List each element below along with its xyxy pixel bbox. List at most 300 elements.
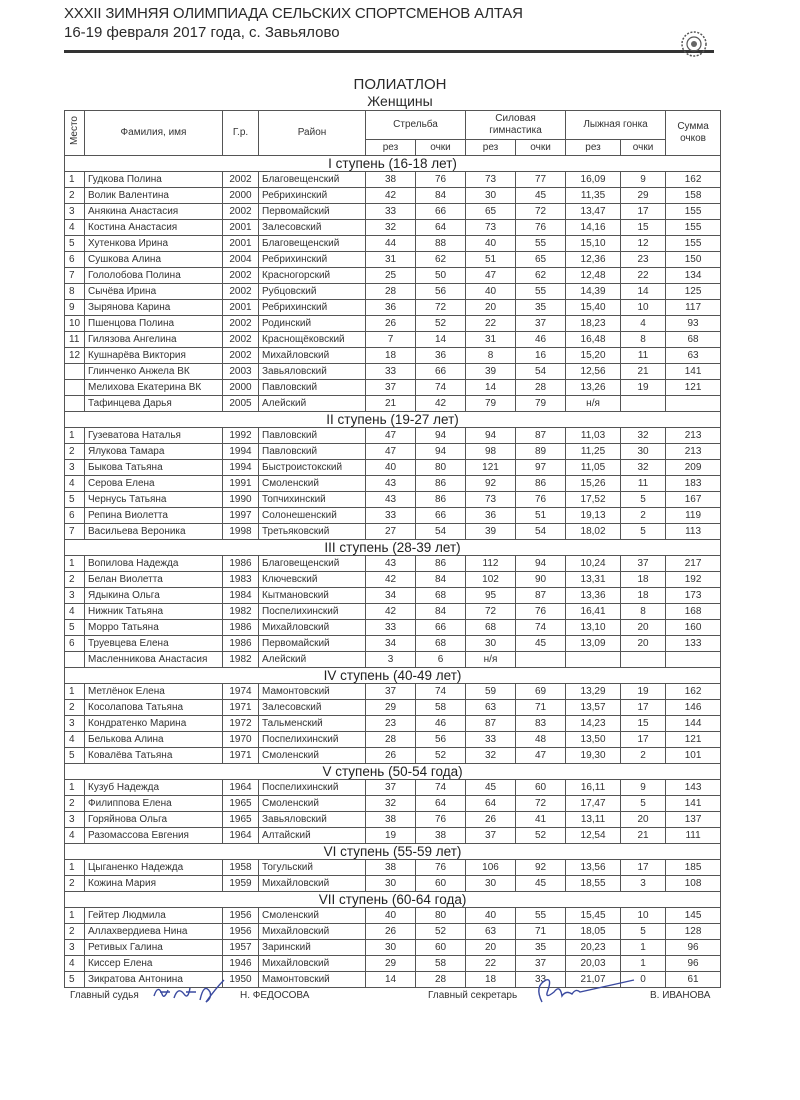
table-row xyxy=(65,572,721,588)
cell-shooting-points: 86 xyxy=(416,556,466,572)
cell-total-points: 125 xyxy=(666,284,721,300)
cell-ski-points: 17 xyxy=(621,860,666,876)
cell-name: Сушкова Алина xyxy=(85,252,223,268)
cell-ski-result: 15,10 xyxy=(566,236,621,252)
cell-birth-year: 1982 xyxy=(223,604,259,620)
cell-district: Мамонтовский xyxy=(259,684,366,700)
table-row xyxy=(65,348,721,364)
cell-ski-points: 18 xyxy=(621,588,666,604)
cell-shooting-result: 37 xyxy=(366,780,416,796)
cell-gymnastics-points: 79 xyxy=(516,396,566,412)
cell-birth-year: 1974 xyxy=(223,684,259,700)
cell-shooting-result: 47 xyxy=(366,444,416,460)
cell-total-points: 213 xyxy=(666,428,721,444)
cell-place: 1 xyxy=(65,428,85,444)
cell-district: Ключевский xyxy=(259,572,366,588)
cell-name: Серова Елена xyxy=(85,476,223,492)
judge-name: Н. ФЕДОСОВА xyxy=(240,990,310,1001)
cell-shooting-result: 32 xyxy=(366,796,416,812)
cell-place: 1 xyxy=(65,556,85,572)
col-district: Район xyxy=(259,111,366,156)
cell-gymnastics-result: 36 xyxy=(466,508,516,524)
cell-birth-year: 1986 xyxy=(223,636,259,652)
cell-gymnastics-result: 45 xyxy=(466,780,516,796)
col-ski: Лыжная гонка xyxy=(566,111,666,140)
cell-ski-points: 30 xyxy=(621,444,666,460)
table-row xyxy=(65,908,721,924)
cell-birth-year: 2002 xyxy=(223,332,259,348)
cell-shooting-points: 28 xyxy=(416,972,466,988)
cell-gymnastics-points: 51 xyxy=(516,508,566,524)
cell-ski-result: 13,09 xyxy=(566,636,621,652)
table-row xyxy=(65,396,721,412)
cell-ski-points: 1 xyxy=(621,956,666,972)
cell-ski-result: 19,30 xyxy=(566,748,621,764)
cell-birth-year: 1965 xyxy=(223,812,259,828)
cell-place: 6 xyxy=(65,252,85,268)
cell-shooting-points: 84 xyxy=(416,604,466,620)
cell-total-points: 167 xyxy=(666,492,721,508)
cell-gymnastics-result: 73 xyxy=(466,220,516,236)
cell-district: Павловский xyxy=(259,444,366,460)
cell-district: Поспелихинский xyxy=(259,604,366,620)
cell-ski-points: 10 xyxy=(621,908,666,924)
cell-ski-points: 32 xyxy=(621,428,666,444)
cell-shooting-points: 52 xyxy=(416,748,466,764)
cell-gymnastics-result: 72 xyxy=(466,604,516,620)
cell-shooting-result: 43 xyxy=(366,492,416,508)
cell-district: Топчихинский xyxy=(259,492,366,508)
cell-shooting-result: 30 xyxy=(366,940,416,956)
cell-ski-points: 32 xyxy=(621,460,666,476)
cell-birth-year: 2002 xyxy=(223,172,259,188)
table-row xyxy=(65,364,721,380)
cell-place xyxy=(65,652,85,668)
cell-name: Метлёнок Елена xyxy=(85,684,223,700)
cell-shooting-result: 27 xyxy=(366,524,416,540)
cell-ski-points: 8 xyxy=(621,332,666,348)
cell-shooting-points: 68 xyxy=(416,588,466,604)
cell-gymnastics-points: 37 xyxy=(516,316,566,332)
cell-ski-points: 4 xyxy=(621,316,666,332)
table-row xyxy=(65,508,721,524)
cell-name: Пшенцова Полина xyxy=(85,316,223,332)
table-row xyxy=(65,796,721,812)
cell-name: Филиппова Елена xyxy=(85,796,223,812)
section-title: III ступень (28-39 лет) xyxy=(65,540,721,556)
cell-gymnastics-points: 46 xyxy=(516,332,566,348)
cell-ski-result: 16,11 xyxy=(566,780,621,796)
cell-gymnastics-result: 26 xyxy=(466,812,516,828)
cell-shooting-points: 66 xyxy=(416,204,466,220)
cell-gymnastics-points: 52 xyxy=(516,828,566,844)
cell-ski-result: 14,39 xyxy=(566,284,621,300)
cell-district: Краснощёковский xyxy=(259,332,366,348)
cell-ski-result: 13,10 xyxy=(566,620,621,636)
cell-shooting-result: 30 xyxy=(366,876,416,892)
cell-ski-result: 14,23 xyxy=(566,716,621,732)
cell-ski-points: 19 xyxy=(621,684,666,700)
cell-ski-points: 5 xyxy=(621,492,666,508)
cell-district: Павловский xyxy=(259,380,366,396)
cell-gymnastics-result: 94 xyxy=(466,428,516,444)
cell-district: Михайловский xyxy=(259,956,366,972)
cell-birth-year: 1956 xyxy=(223,908,259,924)
cell-shooting-points: 66 xyxy=(416,620,466,636)
cell-name: Разомассова Евгения xyxy=(85,828,223,844)
cell-ski-result: 15,20 xyxy=(566,348,621,364)
cell-place: 2 xyxy=(65,700,85,716)
cell-shooting-points: 42 xyxy=(416,396,466,412)
cell-gymnastics-result: 121 xyxy=(466,460,516,476)
cell-gymnastics-result: 64 xyxy=(466,796,516,812)
cell-total-points: 168 xyxy=(666,604,721,620)
cell-total-points: 93 xyxy=(666,316,721,332)
cell-name: Кондратенко Марина xyxy=(85,716,223,732)
cell-gymnastics-result: 30 xyxy=(466,636,516,652)
table-row xyxy=(65,652,721,668)
table-row xyxy=(65,172,721,188)
cell-name: Кузуб Надежда xyxy=(85,780,223,796)
cell-shooting-result: 38 xyxy=(366,172,416,188)
cell-birth-year: 1972 xyxy=(223,716,259,732)
cell-ski-result: 12,48 xyxy=(566,268,621,284)
cell-birth-year: 2001 xyxy=(223,220,259,236)
cell-gymnastics-result: 87 xyxy=(466,716,516,732)
cell-place: 8 xyxy=(65,284,85,300)
cell-birth-year: 2005 xyxy=(223,396,259,412)
cell-name: Белан Виолетта xyxy=(85,572,223,588)
cell-gymnastics-points: 45 xyxy=(516,636,566,652)
cell-gymnastics-points: 89 xyxy=(516,444,566,460)
table-row xyxy=(65,316,721,332)
cell-place xyxy=(65,380,85,396)
cell-shooting-points: 50 xyxy=(416,268,466,284)
cell-birth-year: 2002 xyxy=(223,284,259,300)
section-header xyxy=(65,540,721,556)
cell-ski-points: 22 xyxy=(621,268,666,284)
cell-gymnastics-points: 92 xyxy=(516,860,566,876)
cell-gymnastics-result: 22 xyxy=(466,956,516,972)
cell-birth-year: 1956 xyxy=(223,924,259,940)
cell-ski-result xyxy=(566,652,621,668)
cell-total-points: 63 xyxy=(666,348,721,364)
table-row xyxy=(65,524,721,540)
cell-shooting-points: 74 xyxy=(416,380,466,396)
cell-shooting-result: 23 xyxy=(366,716,416,732)
cell-gymnastics-result: 102 xyxy=(466,572,516,588)
table-row xyxy=(65,956,721,972)
cell-ski-points: 9 xyxy=(621,172,666,188)
cell-total-points: 68 xyxy=(666,332,721,348)
table-row xyxy=(65,284,721,300)
cell-shooting-result: 21 xyxy=(366,396,416,412)
table-row xyxy=(65,604,721,620)
cell-shooting-points: 66 xyxy=(416,508,466,524)
cell-name: Глинченко Анжела ВК xyxy=(85,364,223,380)
cell-place: 9 xyxy=(65,300,85,316)
cell-ski-result: 13,56 xyxy=(566,860,621,876)
cell-name: Ретивых Галина xyxy=(85,940,223,956)
cell-birth-year: 2001 xyxy=(223,300,259,316)
cell-shooting-points: 64 xyxy=(416,220,466,236)
cell-gymnastics-points: 28 xyxy=(516,380,566,396)
cell-gymnastics-points: 77 xyxy=(516,172,566,188)
cell-ski-points: 18 xyxy=(621,572,666,588)
cell-district: Солонешенский xyxy=(259,508,366,524)
cell-ski-result: 15,26 xyxy=(566,476,621,492)
cell-district: Быстроистокский xyxy=(259,460,366,476)
cell-name: Нижник Татьяна xyxy=(85,604,223,620)
event-dates-location: 16-19 февраля 2017 года, с. Завьялово xyxy=(64,24,340,41)
cell-birth-year: 1997 xyxy=(223,508,259,524)
cell-total-points: 141 xyxy=(666,796,721,812)
cell-place: 10 xyxy=(65,316,85,332)
cell-gymnastics-points: 97 xyxy=(516,460,566,476)
cell-gymnastics-result: 73 xyxy=(466,172,516,188)
cell-ski-points: 17 xyxy=(621,700,666,716)
cell-place: 2 xyxy=(65,188,85,204)
cell-district: Тальменский xyxy=(259,716,366,732)
cell-total-points xyxy=(666,652,721,668)
cell-district: Залесовский xyxy=(259,700,366,716)
cell-total-points: 155 xyxy=(666,220,721,236)
cell-shooting-points: 76 xyxy=(416,860,466,876)
cell-district: Родинский xyxy=(259,316,366,332)
cell-total-points: 121 xyxy=(666,732,721,748)
cell-district: Благовещенский xyxy=(259,236,366,252)
cell-ski-points: 20 xyxy=(621,620,666,636)
cell-place: 4 xyxy=(65,604,85,620)
col-shooting-res: рез xyxy=(366,140,416,156)
table-row xyxy=(65,700,721,716)
cell-gymnastics-points: 35 xyxy=(516,940,566,956)
col-gym-res: рез xyxy=(466,140,516,156)
cell-district: Михайловский xyxy=(259,876,366,892)
table-row xyxy=(65,812,721,828)
cell-shooting-points: 52 xyxy=(416,316,466,332)
cell-shooting-points: 72 xyxy=(416,300,466,316)
cell-ski-result: 13,36 xyxy=(566,588,621,604)
cell-place: 12 xyxy=(65,348,85,364)
section-title: I ступень (16-18 лет) xyxy=(65,156,721,172)
cell-ski-result: 13,57 xyxy=(566,700,621,716)
cell-birth-year: 2003 xyxy=(223,364,259,380)
cell-gymnastics-result: 73 xyxy=(466,492,516,508)
cell-shooting-points: 86 xyxy=(416,476,466,492)
cell-name: Ядыкина Ольга xyxy=(85,588,223,604)
cell-ski-points: 17 xyxy=(621,732,666,748)
cell-ski-result: 12,36 xyxy=(566,252,621,268)
cell-ski-points xyxy=(621,652,666,668)
cell-gymnastics-result: 39 xyxy=(466,364,516,380)
table-row xyxy=(65,252,721,268)
section-title: II ступень (19-27 лет) xyxy=(65,412,721,428)
cell-place: 3 xyxy=(65,716,85,732)
cell-name: Тафинцева Дарья xyxy=(85,396,223,412)
table-row xyxy=(65,748,721,764)
cell-birth-year: 1994 xyxy=(223,460,259,476)
cell-gymnastics-points: 33 xyxy=(516,972,566,988)
cell-place: 4 xyxy=(65,220,85,236)
cell-name: Мелихова Екатерина ВК xyxy=(85,380,223,396)
table-row xyxy=(65,556,721,572)
results-table xyxy=(64,110,721,988)
cell-ski-points: 17 xyxy=(621,204,666,220)
cell-ski-result: 13,31 xyxy=(566,572,621,588)
cell-shooting-result: 43 xyxy=(366,556,416,572)
cell-gymnastics-points: 86 xyxy=(516,476,566,492)
cell-gymnastics-result: 30 xyxy=(466,188,516,204)
cell-name: Киссер Елена xyxy=(85,956,223,972)
cell-ski-points: 11 xyxy=(621,348,666,364)
cell-ski-points: 19 xyxy=(621,380,666,396)
cell-gymnastics-points: 72 xyxy=(516,796,566,812)
cell-gymnastics-points: 54 xyxy=(516,364,566,380)
secretary-label: Главный секретарь xyxy=(428,990,518,1001)
cell-shooting-result: 31 xyxy=(366,252,416,268)
cell-place: 6 xyxy=(65,508,85,524)
cell-gymnastics-result: 31 xyxy=(466,332,516,348)
section-title: VI ступень (55-59 лет) xyxy=(65,844,721,860)
cell-total-points: 121 xyxy=(666,380,721,396)
section-header xyxy=(65,892,721,908)
cell-ski-result: 16,09 xyxy=(566,172,621,188)
section-title: VII ступень (60-64 года) xyxy=(65,892,721,908)
cell-ski-points: 12 xyxy=(621,236,666,252)
cell-district: Залесовский xyxy=(259,220,366,236)
cell-gymnastics-result: 37 xyxy=(466,828,516,844)
cell-gymnastics-points: 35 xyxy=(516,300,566,316)
cell-place: 2 xyxy=(65,796,85,812)
cell-ski-result: 13,50 xyxy=(566,732,621,748)
cell-district: Кытмановский xyxy=(259,588,366,604)
cell-gymnastics-result: 18 xyxy=(466,972,516,988)
cell-shooting-result: 3 xyxy=(366,652,416,668)
cell-gymnastics-points: 76 xyxy=(516,604,566,620)
cell-total-points: 133 xyxy=(666,636,721,652)
cell-place: 3 xyxy=(65,460,85,476)
cell-birth-year: 1964 xyxy=(223,828,259,844)
cell-total-points: 144 xyxy=(666,716,721,732)
cell-name: Горяйнова Ольга xyxy=(85,812,223,828)
cell-district: Михайловский xyxy=(259,620,366,636)
cell-ski-result: 16,48 xyxy=(566,332,621,348)
section-title: IV ступень (40-49 лет) xyxy=(65,668,721,684)
cell-place: 7 xyxy=(65,524,85,540)
cell-gymnastics-result: 92 xyxy=(466,476,516,492)
cell-total-points: 155 xyxy=(666,236,721,252)
cell-gymnastics-points: 76 xyxy=(516,220,566,236)
col-name: Фамилия, имя xyxy=(85,111,223,156)
cell-gymnastics-result: 106 xyxy=(466,860,516,876)
cell-district: Смоленский xyxy=(259,908,366,924)
cell-shooting-result: 26 xyxy=(366,748,416,764)
cell-district: Заринский xyxy=(259,940,366,956)
cell-place: 7 xyxy=(65,268,85,284)
cell-place xyxy=(65,396,85,412)
cell-ski-points: 0 xyxy=(621,972,666,988)
cell-birth-year: 1957 xyxy=(223,940,259,956)
table-row xyxy=(65,780,721,796)
cell-shooting-points: 38 xyxy=(416,828,466,844)
table-row xyxy=(65,332,721,348)
cell-gymnastics-points: 74 xyxy=(516,620,566,636)
cell-shooting-points: 88 xyxy=(416,236,466,252)
cell-shooting-points: 74 xyxy=(416,780,466,796)
cell-gymnastics-result: 59 xyxy=(466,684,516,700)
cell-place: 2 xyxy=(65,444,85,460)
cell-birth-year: 1959 xyxy=(223,876,259,892)
cell-ski-result: 19,13 xyxy=(566,508,621,524)
cell-ski-points: 37 xyxy=(621,556,666,572)
cell-total-points: 146 xyxy=(666,700,721,716)
cell-birth-year: 1984 xyxy=(223,588,259,604)
cell-place: 1 xyxy=(65,172,85,188)
table-row xyxy=(65,732,721,748)
col-shooting-pts: очки xyxy=(416,140,466,156)
cell-birth-year: 1983 xyxy=(223,572,259,588)
cell-ski-points: 21 xyxy=(621,364,666,380)
cell-ski-points xyxy=(621,396,666,412)
cell-gymnastics-result: 22 xyxy=(466,316,516,332)
cell-gymnastics-points: 16 xyxy=(516,348,566,364)
cell-name: Гейтер Людмила xyxy=(85,908,223,924)
cell-shooting-result: 34 xyxy=(366,636,416,652)
judge-signature xyxy=(150,978,230,1006)
cell-gymnastics-points: 87 xyxy=(516,428,566,444)
cell-total-points: 61 xyxy=(666,972,721,988)
cell-ski-result: 21,07 xyxy=(566,972,621,988)
cell-total-points: 160 xyxy=(666,620,721,636)
cell-total-points: 185 xyxy=(666,860,721,876)
cell-ski-result: 11,25 xyxy=(566,444,621,460)
cell-district: Михайловский xyxy=(259,924,366,940)
cell-birth-year: 1965 xyxy=(223,796,259,812)
cell-district: Ребрихинский xyxy=(259,252,366,268)
cell-ski-result: 11,03 xyxy=(566,428,621,444)
cell-shooting-result: 29 xyxy=(366,956,416,972)
cell-shooting-result: 36 xyxy=(366,300,416,316)
cell-total-points: 155 xyxy=(666,204,721,220)
cell-shooting-result: 42 xyxy=(366,572,416,588)
table-row xyxy=(65,188,721,204)
emblem-icon xyxy=(680,30,708,58)
cell-district: Алейский xyxy=(259,396,366,412)
cell-total-points: 137 xyxy=(666,812,721,828)
table-row xyxy=(65,204,721,220)
cell-shooting-points: 94 xyxy=(416,428,466,444)
cell-place: 1 xyxy=(65,908,85,924)
section-header xyxy=(65,156,721,172)
section-header xyxy=(65,844,721,860)
cell-place: 3 xyxy=(65,204,85,220)
cell-name: Костина Анастасия xyxy=(85,220,223,236)
col-place: Место xyxy=(65,111,85,156)
cell-total-points: 162 xyxy=(666,172,721,188)
cell-name: Сычёва Ирина xyxy=(85,284,223,300)
cell-place: 4 xyxy=(65,828,85,844)
cell-place: 4 xyxy=(65,956,85,972)
cell-gymnastics-points: 45 xyxy=(516,876,566,892)
cell-shooting-points: 60 xyxy=(416,876,466,892)
cell-shooting-result: 38 xyxy=(366,860,416,876)
cell-gymnastics-points: 62 xyxy=(516,268,566,284)
cell-shooting-result: 33 xyxy=(366,204,416,220)
cell-birth-year: 1986 xyxy=(223,556,259,572)
cell-shooting-points: 52 xyxy=(416,924,466,940)
cell-district: Первомайский xyxy=(259,204,366,220)
